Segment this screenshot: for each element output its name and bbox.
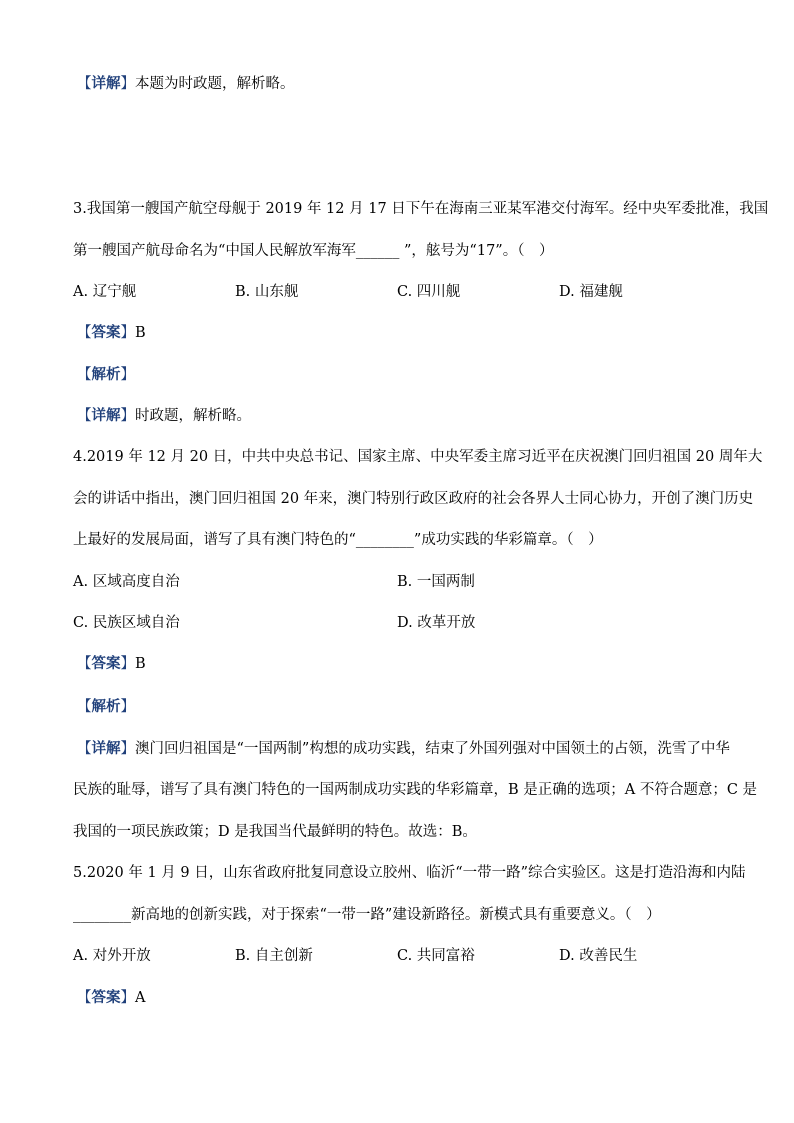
bracket-left: 【 (77, 367, 92, 383)
bracket-right: 】 (120, 741, 135, 757)
q4-detail-line-2: 民族的耻辱，谱写了具有澳门特色的一国两制成功实践的华彩篇章，B 是正确的选项；A 不符合题意；C 是 (73, 782, 758, 798)
q4-option-b: B. 一国两制 (397, 574, 475, 590)
answer-label: 答案 (91, 655, 121, 672)
bracket-right: 】 (120, 325, 135, 341)
analysis-label: 解析 (91, 698, 121, 715)
q4-option-d: D. 改革开放 (397, 615, 476, 631)
bracket-left: 【 (77, 656, 92, 672)
detail-text: 时政题，解析略。 (135, 408, 251, 424)
q4-detail-line-1 (77, 739, 730, 759)
q4-option-a: A. 区域高度自治 (73, 574, 180, 590)
q5-stem-line-2: ________新高地的创新实践，对于探索“一带一路”建设新路径。新模式具有重要意义。（ ） (73, 907, 661, 923)
answer-value: B (135, 656, 146, 672)
q5-option-c: C. 共同富裕 (397, 948, 475, 964)
q3-stem-line-1: 3.我国第一艘国产航空母舰于 2019 年 12 月 17 日下午在海南三亚某军港交付海军。经中央军委批准，我国 (73, 201, 769, 217)
q5-option-d: D. 改善民生 (559, 948, 638, 964)
bracket-right: 】 (120, 656, 135, 672)
detail-label: 详解 (91, 75, 121, 92)
q4-stem-line-2: 会的讲话中指出，澳门回归祖国 20 年来，澳门特别行政区政府的社会各界人士同心协力，开创了澳门历史 (73, 491, 754, 507)
q3-stem-line-2: 第一艘国产航母命名为“中国人民解放军海军______ ”，舷号为“17”。（ ） (73, 243, 554, 259)
q5-option-a: A. 对外开放 (73, 948, 151, 964)
answer-value: B (135, 325, 146, 341)
q3-detail-line (77, 406, 251, 426)
detail-text: 澳门回归祖国是“一国两制”构想的成功实践，结束了外国列强对中国领土的占领，洗雪了中华 (135, 741, 730, 757)
q3-option-a: A. 辽宁舰 (73, 284, 137, 300)
q4-option-c: C. 民族区域自治 (73, 615, 180, 631)
bracket-left: 【 (77, 741, 92, 757)
bracket-right: 】 (120, 990, 135, 1006)
bracket-left: 【 (77, 699, 92, 715)
bracket-left: 【 (77, 76, 92, 92)
q3-option-b: B. 山东舰 (235, 284, 299, 300)
q4-answer-line (77, 654, 146, 674)
bracket-right: 】 (120, 76, 135, 92)
bracket-right: 】 (120, 408, 135, 424)
bracket-left: 【 (77, 325, 92, 341)
analysis-label: 解析 (91, 366, 121, 383)
q4-stem-line-3: 上最好的发展局面，谱写了具有澳门特色的“________”成功实践的华彩篇章。（ ） (73, 532, 603, 548)
answer-label: 答案 (91, 989, 121, 1006)
detail-label: 详解 (91, 740, 121, 757)
q3-option-d: D. 福建舰 (559, 284, 623, 300)
q3-answer-line (77, 323, 146, 343)
bracket-left: 【 (77, 408, 92, 424)
bracket-left: 【 (77, 990, 92, 1006)
q4-analysis-line (77, 697, 135, 717)
detail-label: 详解 (91, 407, 121, 424)
q3-analysis-line (77, 365, 135, 385)
bracket-right: 】 (120, 367, 135, 383)
q2-detail-line (77, 74, 295, 94)
answer-value: A (135, 990, 146, 1006)
q3-option-c: C. 四川舰 (397, 284, 461, 300)
detail-text: 本题为时政题，解析略。 (135, 76, 295, 92)
bracket-right: 】 (120, 699, 135, 715)
q5-stem-line-1: 5.2020 年 1 月 9 日，山东省政府批复同意设立胶州、临沂“一带一路”综合实验区。这是打造沿海和内陆 (73, 865, 746, 881)
q4-detail-line-3: 我国的一项民族政策；D 是我国当代最鲜明的特色。故选：B。 (73, 824, 477, 840)
answer-label: 答案 (91, 324, 121, 341)
q5-option-b: B. 自主创新 (235, 948, 313, 964)
q4-stem-line-1: 4.2019 年 12 月 20 日，中共中央总书记、国家主席、中央军委主席习近平在庆祝澳门回归祖国 20 周年大 (73, 449, 763, 465)
q5-answer-line (77, 988, 145, 1008)
